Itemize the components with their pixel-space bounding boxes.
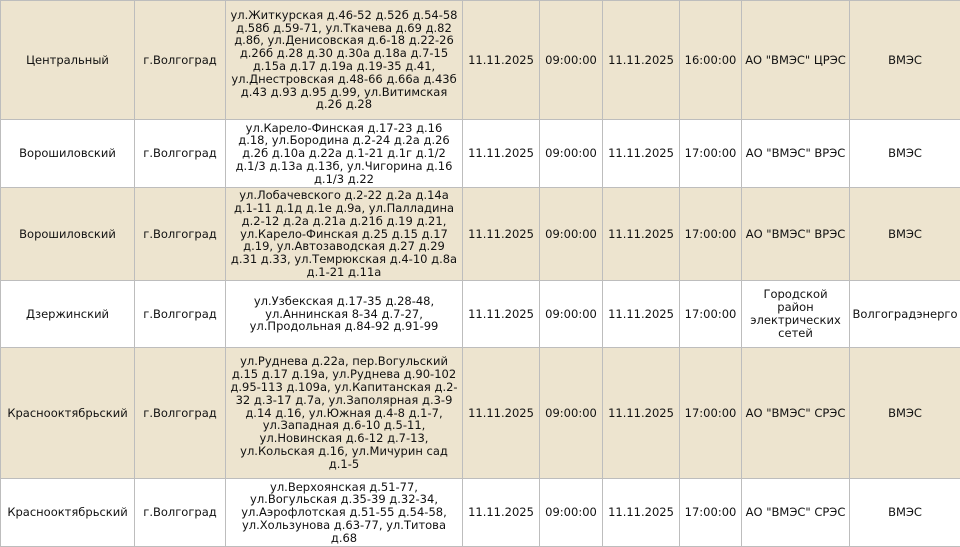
- company-cell: ВМЭС: [850, 188, 960, 281]
- date-end-cell: 11.11.2025: [603, 281, 680, 348]
- organization-cell: Городской район электрических сетей: [742, 281, 850, 348]
- district-cell: Дзержинский: [1, 281, 135, 348]
- district-cell: Ворошиловский: [1, 120, 135, 188]
- organization-cell: АО "ВМЭС" СРЭС: [742, 479, 850, 547]
- time-end-cell: 16:00:00: [680, 1, 742, 120]
- time-start-cell: 09:00:00: [540, 281, 603, 348]
- time-end-cell: 17:00:00: [680, 348, 742, 479]
- date-end-cell: 11.11.2025: [603, 188, 680, 281]
- company-cell: ВМЭС: [850, 120, 960, 188]
- date-end-cell: 11.11.2025: [603, 120, 680, 188]
- table-row: [1, 281, 960, 348]
- date-start-cell: 11.11.2025: [463, 188, 540, 281]
- date-start-cell: 11.11.2025: [463, 479, 540, 547]
- date-start-cell: 11.11.2025: [463, 120, 540, 188]
- organization-cell: АО "ВМЭС" ВРЭС: [742, 120, 850, 188]
- address-cell: ул.Руднева д.22а, пер.Вогульский д.15 д.17 д.19а, ул.Руднева д.90-102 д.95-113 д.109а, ул.Капитанская д.2-32 д.3-17 д.7а, ул.Заполярная д.3-9 д.14 д.16, ул.Южная д.4-8 д.1-7, ул.Западная д.6-10 д.5-11, ул.Новинская д.6-12 д.7-13, ул.Кольская д.16, ул.Мичурин сад д.1-5: [226, 348, 463, 479]
- company-cell: ВМЭС: [850, 1, 960, 120]
- city-cell: г.Волгоград: [135, 120, 226, 188]
- time-end-cell: 17:00:00: [680, 479, 742, 547]
- table-row: [1, 348, 960, 479]
- city-cell: г.Волгоград: [135, 479, 226, 547]
- time-end-cell: 17:00:00: [680, 188, 742, 281]
- table-row: [1, 188, 960, 281]
- time-start-cell: 09:00:00: [540, 479, 603, 547]
- organization-cell: АО "ВМЭС" СРЭС: [742, 348, 850, 479]
- city-cell: г.Волгоград: [135, 1, 226, 120]
- table-row: [1, 1, 960, 120]
- organization-cell: АО "ВМЭС" ВРЭС: [742, 188, 850, 281]
- address-cell: ул.Карело-Финская д.17-23 д.16 д.18, ул.Бородина д.2-24 д.2а д.26 д.2б д.10а д.22а д.1-21 д.1г д.1/2 д.1/3 д.13а д.13б, ул.Чигорина д.16 д.1/3 д.22: [226, 120, 463, 188]
- address-cell: ул.Житкурская д.46-52 д.52б д.54-58 д.58б д.59-71, ул.Ткачева д.69 д.82 д.8б, ул.Денисовская д.6-18 д.22-26 д.26б д.28 д.30 д.30а д.18а д.7-15 д.15а д.17 д.19а д.19-35 д.41, ул.Днестровская д.48-66 д.66а д.43б д.43 д.93 д.95 д.99, ул.Витимская д.26 д.28: [226, 1, 463, 120]
- time-start-cell: 09:00:00: [540, 120, 603, 188]
- company-cell: Волгоградэнерго: [850, 281, 960, 348]
- district-cell: Краснооктябрьский: [1, 479, 135, 547]
- date-start-cell: 11.11.2025: [463, 348, 540, 479]
- date-end-cell: 11.11.2025: [603, 348, 680, 479]
- company-cell: ВМЭС: [850, 479, 960, 547]
- district-cell: Центральный: [1, 1, 135, 120]
- address-cell: ул.Узбекская д.17-35 д.28-48, ул.Аннинская 8-34 д.7-27, ул.Продольная д.84-92 д.91-99: [226, 281, 463, 348]
- table-row: [1, 479, 960, 547]
- date-start-cell: 11.11.2025: [463, 1, 540, 120]
- city-cell: г.Волгоград: [135, 348, 226, 479]
- district-cell: Краснооктябрьский: [1, 348, 135, 479]
- district-cell: Ворошиловский: [1, 188, 135, 281]
- time-end-cell: 17:00:00: [680, 281, 742, 348]
- address-cell: ул.Лобачевского д.2-22 д.2а д.14а д.1-11 д.1д д.1е д.9а, ул.Палладина д.2-12 д.2а д.21а д.21б д.19 д.21, ул.Карело-Финская д.25 д.15 д.17 д.19, ул.Автозаводская д.27 д.29 д.31 д.33, ул.Темрюкская д.4-10 д.8а д.1-21 д.11а: [226, 188, 463, 281]
- company-cell: ВМЭС: [850, 348, 960, 479]
- city-cell: г.Волгоград: [135, 188, 226, 281]
- address-cell: ул.Верхоянская д.51-77, ул.Вогульская д.35-39 д.32-34, ул.Аэрофлотская д.51-55 д.54-58, ул.Хользунова д.63-77, ул.Титова д.68: [226, 479, 463, 547]
- date-end-cell: 11.11.2025: [603, 1, 680, 120]
- time-start-cell: 09:00:00: [540, 348, 603, 479]
- table-row: [1, 120, 960, 188]
- time-start-cell: 09:00:00: [540, 188, 603, 281]
- city-cell: г.Волгоград: [135, 281, 226, 348]
- date-end-cell: 11.11.2025: [603, 479, 680, 547]
- table-body: [1, 1, 960, 547]
- time-start-cell: 09:00:00: [540, 1, 603, 120]
- time-end-cell: 17:00:00: [680, 120, 742, 188]
- organization-cell: АО "ВМЭС" ЦРЭС: [742, 1, 850, 120]
- date-start-cell: 11.11.2025: [463, 281, 540, 348]
